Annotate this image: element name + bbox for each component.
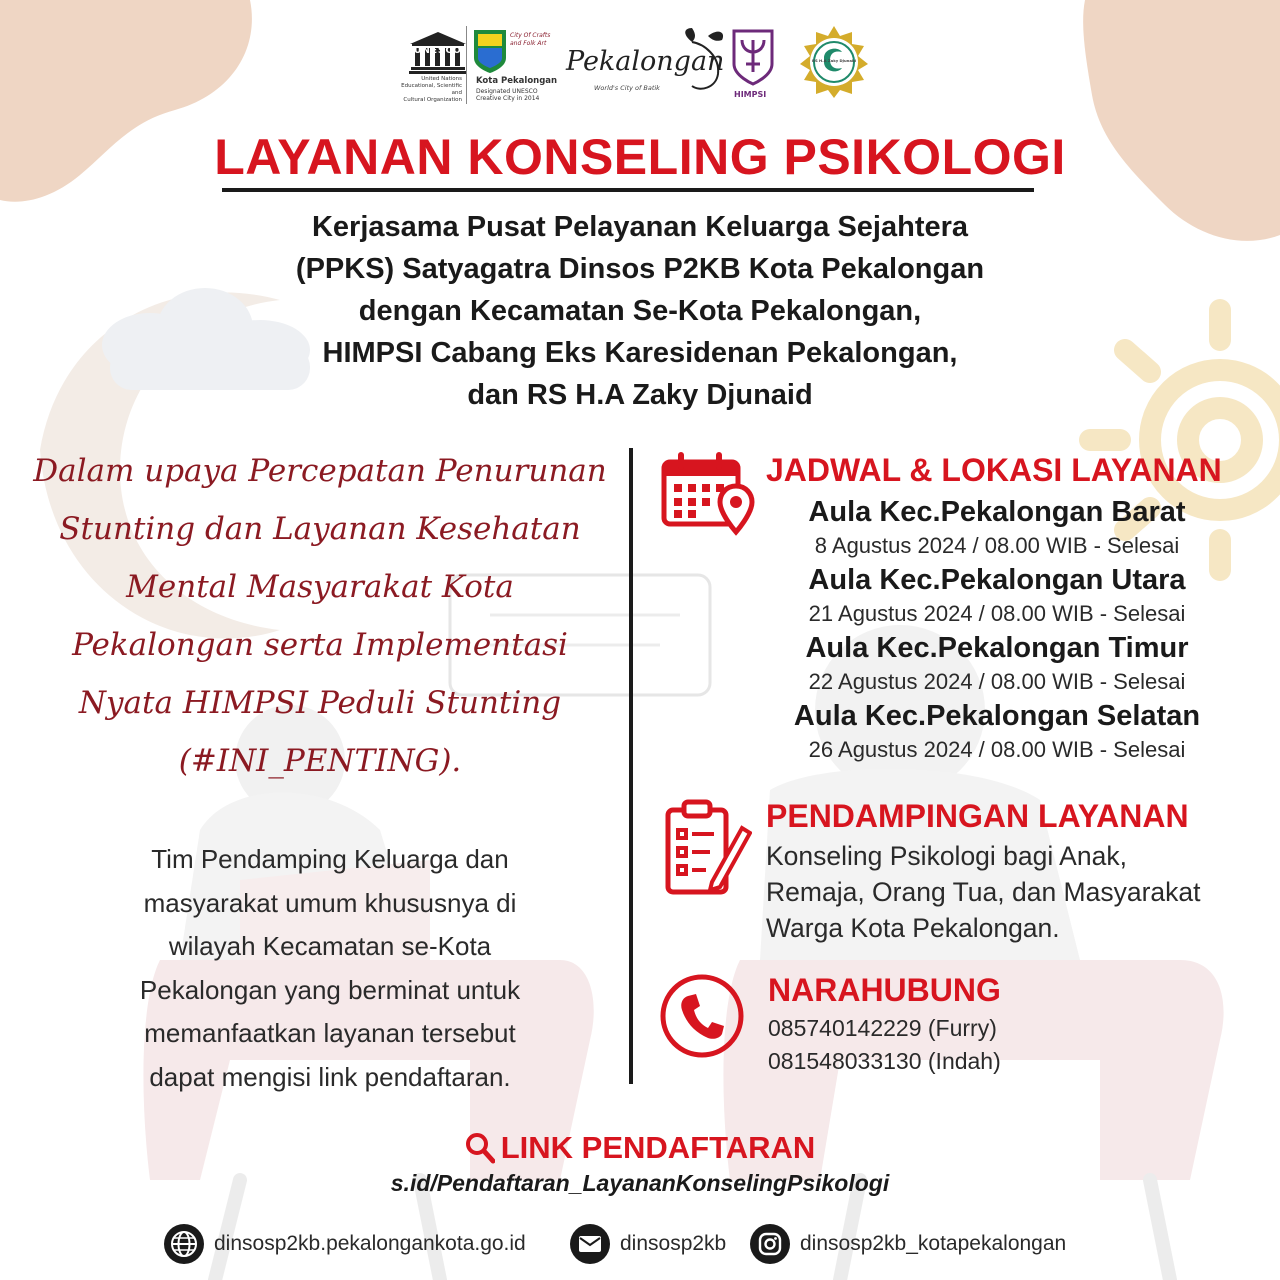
schedule-item	[752, 562, 1242, 630]
intro-line: Dalam upaya Percepatan Penurunan	[33, 453, 607, 489]
city-emblem	[472, 28, 508, 74]
intro-line: (#INI_PENTING).	[178, 743, 462, 779]
target-audience-text	[40, 838, 620, 1099]
subtitle-line: HIMPSI Cabang Eks Karesidenan Pekalongan,	[322, 337, 958, 369]
subtitle-line: dengan Kecamatan Se-Kota Pekalongan,	[358, 295, 922, 327]
column-divider	[629, 448, 633, 1084]
pekalongan-brand-name: Pekalongan	[566, 46, 725, 77]
himpsi-name: HIMPSI	[734, 90, 767, 99]
pendampingan-line: Konseling Psikologi bagi Anak,	[766, 841, 1127, 871]
schedule-date: 8 Agustus 2024 / 08.00 WIB - Selesai	[814, 533, 1180, 558]
footer-email[interactable]	[570, 1222, 726, 1266]
intro-line: Stunting dan Layanan Kesehatan	[59, 511, 581, 547]
globe-icon	[164, 1224, 204, 1264]
search-icon	[465, 1132, 495, 1164]
city-tagline: City Of Crafts and Folk Art	[510, 32, 551, 47]
title-underline	[222, 188, 1034, 192]
blob-top-right	[1083, 0, 1280, 241]
schedule-date: 26 Agustus 2024 / 08.00 WIB - Selesai	[808, 737, 1186, 762]
partnership-subtitle	[180, 206, 1100, 416]
unesco-name: UNESCO	[414, 46, 462, 56]
team-line: dapat mengisi link pendaftaran.	[149, 1061, 511, 1092]
contact-phones	[768, 1012, 1188, 1078]
schedule-venue: Aula Kec.Pekalongan Timur	[805, 632, 1189, 664]
unesco-caption: United Nations Educational, Scientific and Cultural Organization	[401, 76, 462, 103]
registration-link[interactable]: s.id/Pendaftaran_LayananKonselingPsikologi	[390, 1170, 890, 1196]
subtitle-line: (PPKS) Satyagatra Dinsos P2KB Kota Pekalongan	[295, 253, 985, 285]
subtitle-line: dan RS H.A Zaky Djunaid	[467, 379, 813, 411]
pendampingan-title: PENDAMPINGAN LAYANAN	[766, 798, 1189, 834]
pendampingan-line: Remaja, Orang Tua, dan Masyarakat	[766, 877, 1201, 907]
schedule-date: 22 Agustus 2024 / 08.00 WIB - Selesai	[808, 669, 1186, 694]
city-designation: Designated UNESCO Creative City in 2014	[476, 88, 540, 102]
schedule-date: 21 Agustus 2024 / 08.00 WIB - Selesai	[808, 601, 1186, 626]
team-line: wilayah Kecamatan se-Kota	[168, 931, 492, 961]
footer-contacts	[0, 1222, 1280, 1266]
schedule-title: JADWAL & LOKASI LAYANAN	[766, 452, 1222, 488]
subtitle-line: Kerjasama Pusat Pelayanan Keluarga Sejahtera	[311, 211, 969, 243]
logo-separator	[466, 26, 467, 104]
team-line: memanfaatkan layanan tersebut	[144, 1018, 516, 1048]
schedule-list	[752, 494, 1242, 766]
schedule-item	[752, 698, 1242, 766]
mail-icon	[570, 1224, 610, 1264]
intro-line: Nyata HIMPSI Peduli Stunting	[78, 685, 562, 721]
leaf-icon	[678, 26, 728, 96]
hospital-name: RS H.A Zaky Djunaid	[812, 58, 856, 63]
himpsi-logo	[730, 28, 776, 86]
contact-phone[interactable]: 085740142229 (Furry)	[768, 1015, 997, 1041]
website-text: dinsosp2kb.pekalongankota.go.id	[214, 1232, 526, 1255]
schedule-item	[752, 630, 1242, 698]
phone-icon	[658, 972, 746, 1060]
email-text: dinsosp2kb	[620, 1232, 727, 1255]
intro-line: Pekalongan serta Implementasi	[72, 627, 568, 663]
footer-instagram[interactable]	[750, 1222, 1066, 1266]
schedule-venue: Aula Kec.Pekalongan Utara	[808, 564, 1186, 596]
intro-statement	[20, 442, 620, 790]
footer-website[interactable]	[164, 1222, 526, 1266]
clipboard-checklist-icon	[662, 798, 752, 898]
pekalongan-brand-tagline: World's City of Batik	[594, 84, 660, 92]
team-line: Pekalongan yang berminat untuk	[139, 974, 521, 1005]
instagram-text: dinsosp2kb_kotapekalongan	[800, 1232, 1067, 1255]
pendampingan-line: Warga Kota Pekalongan.	[766, 913, 1060, 943]
calendar-location-icon	[660, 448, 758, 536]
page-title: LAYANAN KONSELING PSIKOLOGI	[214, 129, 1066, 185]
team-line: Tim Pendamping Keluarga dan	[151, 844, 509, 874]
partner-logos	[400, 18, 880, 108]
contact-phone[interactable]: 081548033130 (Indah)	[768, 1048, 1001, 1074]
schedule-venue: Aula Kec.Pekalongan Selatan	[793, 700, 1201, 732]
schedule-venue: Aula Kec.Pekalongan Barat	[808, 496, 1186, 528]
intro-line: Mental Masyarakat Kota	[126, 569, 514, 605]
city-name: Kota Pekalongan	[476, 76, 558, 86]
instagram-icon	[750, 1224, 790, 1264]
pendampingan-description	[766, 838, 1266, 946]
contact-title: NARAHUBUNG	[768, 972, 1001, 1008]
registration-title: LINK PENDAFTARAN	[500, 1129, 816, 1165]
team-line: masyarakat umum khususnya di	[143, 887, 517, 918]
registration-heading	[0, 1128, 1280, 1166]
schedule-item	[752, 494, 1242, 562]
